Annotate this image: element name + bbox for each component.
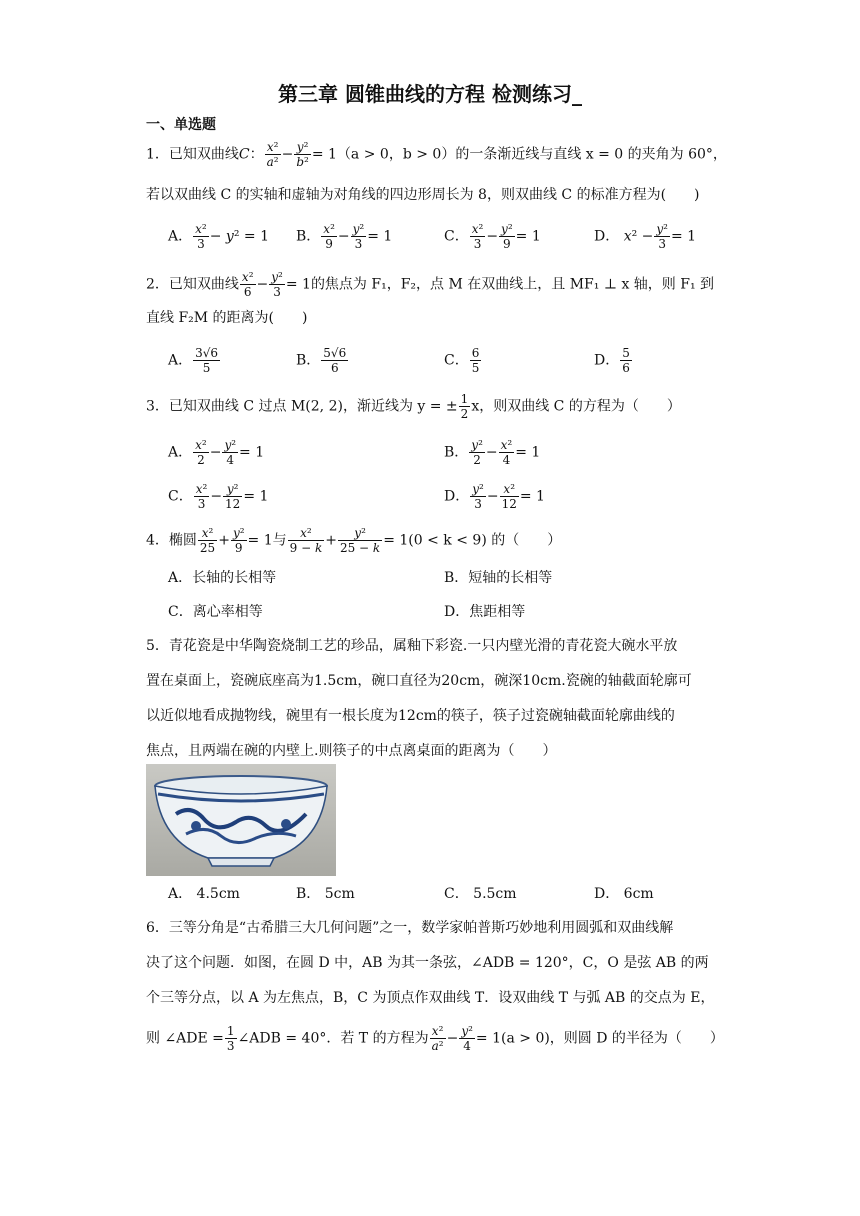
formula: $\frac{\text{x²}}{3}$ xyxy=(195,222,207,251)
q1-text-a: 1．已知双曲线 xyxy=(146,146,239,163)
formula: $\frac{5}{6}$ xyxy=(622,346,630,375)
q3-option-c[interactable]: C． $\frac{\text{x²}}{3}$ − $\frac{\text{y²}}{12}$ = 1 xyxy=(168,482,269,511)
formula: $\frac{\text{y²}}{3}$ xyxy=(271,270,283,299)
q6-line3: 个三等分点，以 A 为左焦点，B，C 为顶点作双曲线 T．设双曲线 T 与弧 AB 的交点为 E， xyxy=(146,990,715,1006)
q4-option-d[interactable]: D．焦距相等 xyxy=(444,604,526,620)
formula: $\frac{\text{y²}}{3}$ xyxy=(656,222,668,251)
formula: $\frac{\text{x²}}{9}$ xyxy=(323,222,335,251)
formula: $\frac{\text{x²}}{\text{a²}}$ xyxy=(266,140,279,169)
q2-line2: 直线 F₂M 的距离为( ) xyxy=(146,310,308,326)
formula: $\frac{\text{x²}}{3}$ xyxy=(471,222,484,251)
formula: $\frac{3√6}{5}$ xyxy=(195,346,219,375)
q6-line4: 则 ∠ADE = $\frac{1}{3}$ ∠ADB = 40°．若 T 的方程为 $\frac{\text{x²}}{\text{a²}}$ − $\frac{\text{y²}}{4}$ = 1(a > 0)，则圆 D 的半径为（ ） xyxy=(146,1024,724,1053)
formula: $\frac{\text{x²}}{\text{a²}}$ xyxy=(431,1024,444,1053)
formula: $\frac{6}{5}$ xyxy=(471,346,480,375)
q2-option-a[interactable]: A． $\frac{3√6}{5}$ xyxy=(168,346,219,375)
q5-line2: 置在桌面上，瓷碗底座高为1.5cm，碗口直径为20cm，碗深10cm.瓷碗的轴截面轮廓可 xyxy=(146,673,692,689)
q1-option-b[interactable]: B． $\frac{\text{x²}}{9}$ − $\frac{\text{y²}}{3}$ = 1 xyxy=(296,222,393,251)
formula: $\frac{\text{y²}}{9}$ xyxy=(232,526,245,555)
formula: $\frac{\text{x²}}{2}$ xyxy=(195,438,207,467)
formula: $\frac{\text{y²}}{3}$ xyxy=(352,222,365,251)
formula: $\frac{\text{y²}}{3}$ xyxy=(472,482,484,511)
formula: $\frac{\text{y²}}{4}$ xyxy=(461,1024,473,1053)
q3-option-b[interactable]: B． $\frac{\text{y²}}{2}$ − $\frac{\text{x²}}{4}$ = 1 xyxy=(444,438,541,467)
q1-option-a[interactable]: A． $\frac{\text{x²}}{3}$ − y² = 1 xyxy=(168,222,269,251)
q1-line1: 1．已知双曲线C： $\frac{\text{x²}}{\text{a²}}$ − $\frac{\text{y²}}{\text{b²}}$ = 1（a > 0，b > 0）的一条渐近线与直线 x = 0 的夹角为 60°， xyxy=(146,140,727,169)
q5-option-a[interactable]: A． 4.5cm xyxy=(168,886,240,902)
formula: $\frac{\text{y²}}{12}$ xyxy=(225,482,241,511)
q3-line1: 3．已知双曲线 C 过点 M(2, 2)，渐近线为 y = ± $\frac{1}{2}$ x，则双曲线 C 的方程为（ ） xyxy=(146,392,681,421)
q2-option-b[interactable]: B． $\frac{5√6}{6}$ xyxy=(296,346,347,375)
section-heading: 一、单选题 xyxy=(146,117,216,133)
q5-line1: 5．青花瓷是中华陶瓷烧制工艺的珍品，属釉下彩瓷.一只内壁光滑的青花瓷大碗水平放 xyxy=(146,638,678,654)
q5-option-d[interactable]: D． 6cm xyxy=(594,886,654,902)
q4-option-b[interactable]: B．短轴的长相等 xyxy=(444,570,553,586)
page-title: 第三章 圆锥曲线的方程 检测练习_ xyxy=(278,82,582,106)
formula: $\frac{\text{y²}}{2}$ xyxy=(471,438,483,467)
q1-text-b: （a > 0，b > 0）的一条渐近线与直线 x = 0 的夹角为 60°， xyxy=(336,146,727,163)
formula: $\frac{\text{y²}}{9}$ xyxy=(501,222,513,251)
q1-line2: 若以双曲线 C 的实轴和虚轴为对角线的四边形周长为 8，则双曲线 C 的标准方程为( ) xyxy=(146,187,700,203)
q1-option-d[interactable]: D． x² − $\frac{\text{y²}}{3}$ = 1 xyxy=(594,222,697,251)
formula: $\frac{\text{x²}}{3}$ xyxy=(195,482,208,511)
q6-line1: 6．三等分角是“古希腊三大几何问题”之一，数学家帕普斯巧妙地利用圆弧和双曲线解 xyxy=(146,920,674,936)
q2-option-c[interactable]: C． $\frac{6}{5}$ xyxy=(444,346,480,375)
formula: $\frac{\text{y²}}{25 - k}$ xyxy=(339,526,381,555)
formula: $\frac{\text{x²}}{6}$ xyxy=(241,270,254,299)
q3-option-a[interactable]: A． $\frac{\text{x²}}{2}$ − $\frac{\text{y²}}{4}$ = 1 xyxy=(168,438,265,467)
formula: $\frac{\text{x²}}{4}$ xyxy=(500,438,513,467)
q5-line4: 焦点，且两端在碗的内壁上.则筷子的中点离桌面的距离为（ ） xyxy=(146,743,557,759)
q4-line1: 4．椭圆 $\frac{\text{x²}}{25}$ + $\frac{\text{y²}}{9}$ = 1与 $\frac{\text{x²}}{9 - k}$ + $\frac{\text{y²}}{25 - k}$ = 1(0 < k < 9) 的（ ） xyxy=(146,526,562,555)
formula: $\frac{\text{y²}}{\text{b²}}$ xyxy=(296,140,309,169)
q5-line3: 以近似地看成抛物线，碗里有一根长度为12cm的筷子，筷子过瓷碗轴截面轮廓曲线的 xyxy=(146,708,675,724)
formula: $\frac{1}{2}$ xyxy=(460,392,469,421)
q1-option-c[interactable]: C． $\frac{\text{x²}}{3}$ − $\frac{\text{y²}}{9}$ = 1 xyxy=(444,222,541,251)
q6-line2: 决了这个问题．如图，在圆 D 中，AB 为其一条弦，∠ADB = 120°，C，O 是弦 AB 的两 xyxy=(146,955,709,971)
q2-option-d[interactable]: D． $\frac{5}{6}$ xyxy=(594,346,630,375)
formula: $\frac{5√6}{6}$ xyxy=(323,346,347,375)
q3-option-d[interactable]: D． $\frac{\text{y²}}{3}$ − $\frac{\text{x²}}{12}$ = 1 xyxy=(444,482,545,511)
formula: $\frac{\text{y²}}{4}$ xyxy=(224,438,237,467)
q5-option-c[interactable]: C． 5.5cm xyxy=(444,886,517,902)
formula: $\frac{\text{x²}}{12}$ xyxy=(501,482,517,511)
formula: $\frac{\text{x²}}{25}$ xyxy=(199,526,216,555)
formula: $\frac{1}{3}$ xyxy=(226,1024,235,1053)
q5-option-b[interactable]: B． 5cm xyxy=(296,886,355,902)
formula: $\frac{\text{x²}}{9 - k}$ xyxy=(289,526,323,555)
q4-option-a[interactable]: A．长轴的长相等 xyxy=(168,570,277,586)
q4-option-c[interactable]: C．离心率相等 xyxy=(168,604,263,620)
q2-line1: 2．已知双曲线 $\frac{\text{x²}}{6}$ − $\frac{\text{y²}}{3}$ = 1的焦点为 F₁，F₂，点 M 在双曲线上，且 MF₁ ⊥ x 轴，则 F₁ 到 xyxy=(146,270,715,299)
blue-white-porcelain-bowl-image xyxy=(146,764,336,876)
